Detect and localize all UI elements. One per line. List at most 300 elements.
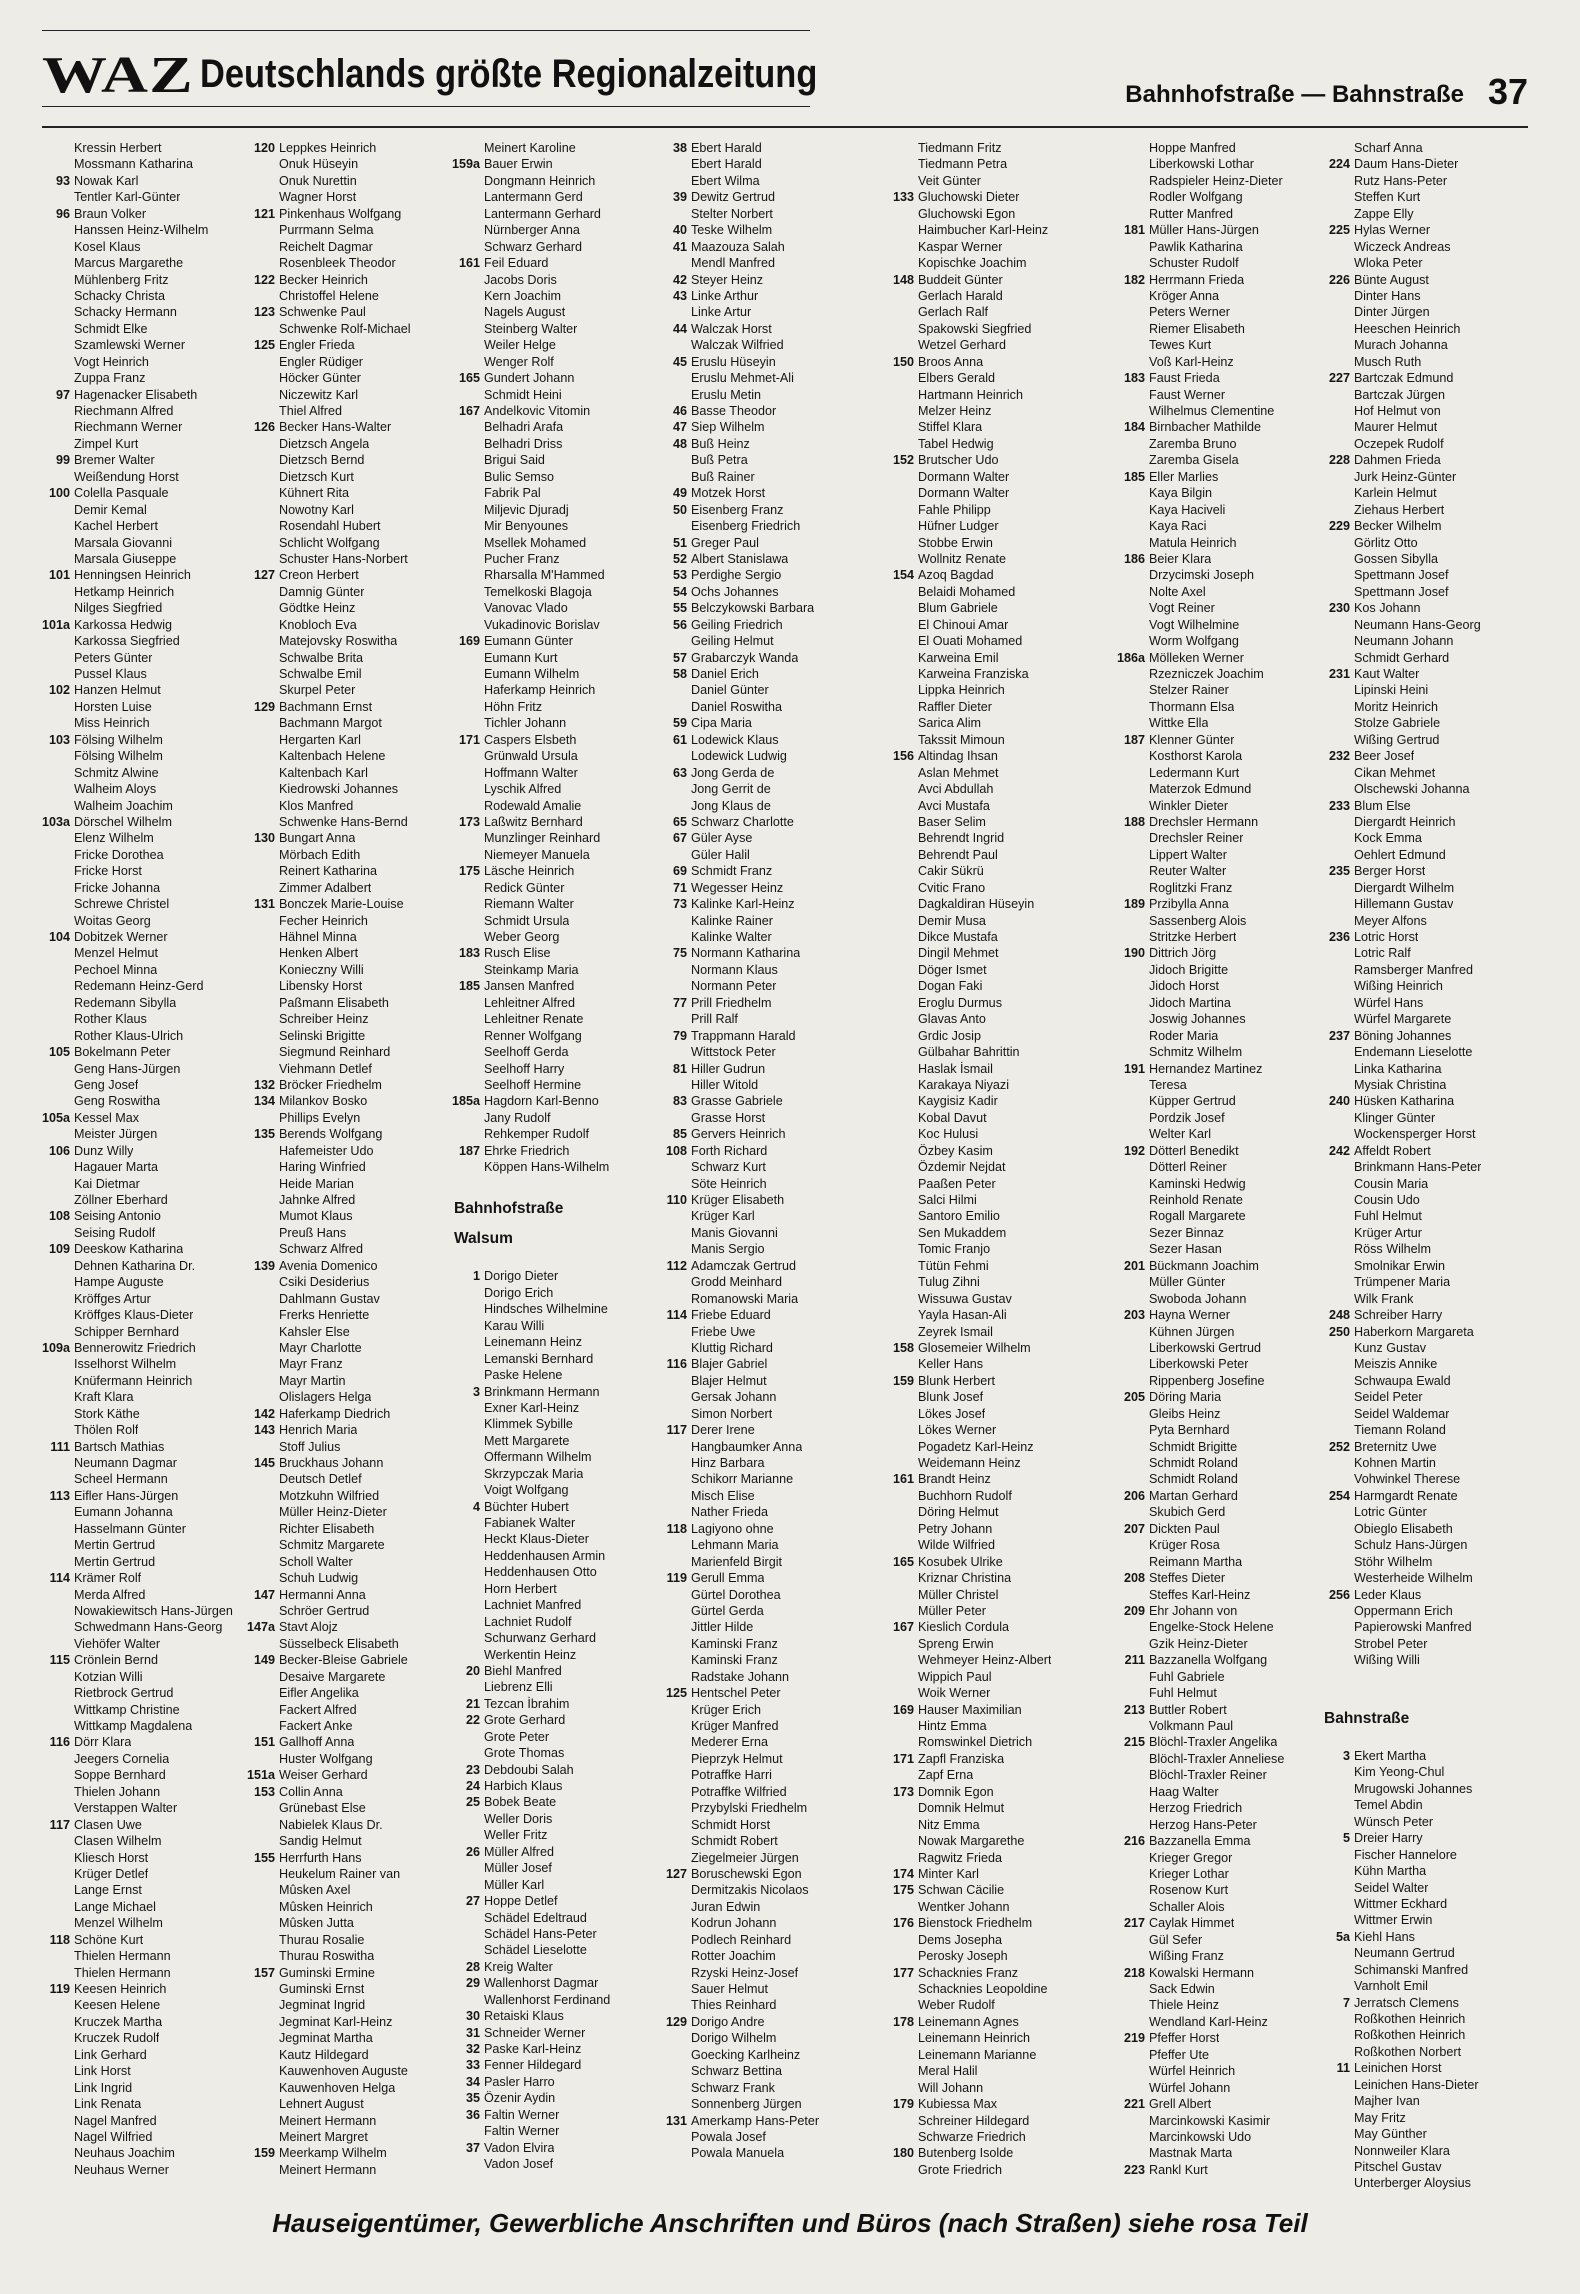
listing-entry [42,1011,252,1027]
house-number [247,1471,279,1487]
house-number: 181 [1123,223,1145,238]
house-number [1322,1978,1354,1994]
listing-entry [247,304,457,320]
listing-entry [247,518,457,534]
listing-entry [42,469,252,485]
resident-name: Cvitic Frano [918,880,986,895]
listing-entry [42,1718,252,1734]
resident-name: Hylas Werner [1354,223,1431,238]
house-number [452,1581,484,1597]
resident-name: Oczepek Rudolf [1354,436,1444,451]
house-number [247,173,279,189]
listing-entry [1322,2175,1522,2191]
resident-name: Wippich Paul [918,1669,992,1684]
resident-name: Marsala Giovanni [74,535,172,550]
resident-name: Eroglu Durmus [918,995,1002,1010]
listing-entry [452,1093,662,1109]
listing-entry [886,650,1096,666]
house-number: 51 [672,535,687,550]
resident-name: Müller Hans-Jürgen [1149,223,1259,238]
house-number: 127 [253,568,275,583]
resident-name: Drzycimski Joseph [1149,568,1254,583]
house-number [1117,1241,1149,1257]
house-number [886,1061,918,1077]
house-number [247,1110,279,1126]
house-number [247,732,279,748]
resident-name: Ledermann Kurt [1149,765,1240,780]
house-number [1117,1455,1149,1471]
resident-name: Paßmann Elisabeth [279,995,389,1010]
resident-name: Liberkowski Gertrud [1149,1340,1261,1355]
listing-entry [1117,650,1327,666]
resident-name: Leinemann Heinz [484,1335,583,1350]
resident-name: Altindag Ihsan [918,749,998,764]
listing-entry [452,2074,662,2090]
listing-entry [886,830,1096,846]
house-number: 188 [1123,814,1145,829]
resident-name: Walczak Horst [691,321,772,336]
resident-name: Rutter Manfred [1149,206,1233,221]
resident-name: Mayr Franz [279,1357,343,1372]
house-number [886,1324,918,1340]
house-number [1322,403,1354,419]
listing-column [42,140,252,2202]
listing-entry [1117,1915,1327,1931]
house-number [886,1504,918,1520]
listing-entry [1117,1866,1327,1882]
listing-entry [1322,1143,1522,1159]
resident-name: Thiel Alfred [279,404,342,418]
house-number [247,1915,279,1931]
resident-name: Heeschen Heinrich [1354,321,1461,336]
resident-name: Milankov Bosko [279,1094,368,1109]
listing-entry [452,913,662,929]
listing-entry [452,814,662,830]
resident-name: Jong Gerrit de [691,782,771,797]
house-number [247,1504,279,1520]
resident-name: Wittkamp Christine [74,1702,180,1717]
listing-entry [886,633,1096,649]
house-number [1117,1356,1149,1372]
listing-entry [659,929,869,945]
listing-entry [659,1652,869,1668]
house-number [1322,1896,1354,1912]
house-number [247,1159,279,1175]
listing-entry [659,2113,869,2129]
listing-entry [886,1225,1096,1241]
resident-name: Hagenacker Elisabeth [74,387,198,402]
house-number: 216 [1123,1834,1145,1849]
listing-entry [886,2030,1096,2046]
listing-entry [1117,1307,1327,1323]
house-number [886,502,918,518]
resident-name: Murach Johanna [1354,338,1448,353]
house-number [886,1948,918,1964]
resident-name: Dahlmann Gustav [279,1291,380,1306]
resident-name: Csiki Desiderius [279,1275,370,1290]
listing-entry [659,1784,869,1800]
resident-name: Hampe Auguste [74,1275,164,1290]
listing-entry [247,1028,457,1044]
listing-entry [42,1406,252,1422]
house-number: 119 [666,1571,687,1586]
house-number [452,1176,484,1192]
listing-entry [659,863,869,879]
listing-entry [247,321,457,337]
resident-name: Voigt Wolfgang [484,1483,569,1498]
listing-entry [247,1324,457,1340]
listing-entry [452,1548,662,1564]
resident-name: Dreier Harry [1354,1831,1423,1846]
house-number [247,2047,279,2063]
house-number [1322,1455,1354,1471]
resident-name: Kruczek Martha [74,2014,163,2029]
listing-entry [452,469,662,485]
resident-name: Kubiessa Max [918,2097,998,2112]
resident-name: Mendl Manfred [691,256,775,271]
house-number [247,1537,279,1553]
resident-name: Nürnberger Anna [484,223,580,238]
resident-name: Jidoch Horst [1149,979,1219,994]
house-number [886,2063,918,2079]
house-number [452,173,484,189]
resident-name: Kos Johann [1354,601,1421,616]
resident-name: Blajer Gabriel [691,1357,768,1372]
house-number: 219 [1123,2031,1145,2046]
resident-name: Nolte Axel [1149,584,1206,599]
house-number [42,1718,74,1734]
listing-entry [1322,1504,1522,1520]
listing-entry [886,765,1096,781]
listing-entry [886,1734,1096,1750]
listing-entry [659,551,869,567]
house-number [452,682,484,698]
house-number: 207 [1123,1521,1145,1536]
house-number: 20 [465,1663,480,1678]
resident-name: Wittstock Peter [691,1045,776,1060]
house-number [886,255,918,271]
listing-entry [659,1126,869,1142]
house-number [659,1241,691,1257]
house-number [1322,1764,1354,1780]
house-number [886,2047,918,2063]
house-number [452,1992,484,2008]
resident-name: Schwarz Charlotte [691,814,794,829]
resident-name: Minter Karl [918,1866,979,1881]
listing-entry [247,1061,457,1077]
listing-entry [42,863,252,879]
listing-entry [886,403,1096,419]
listing-entry [1322,1521,1522,1537]
house-number [1117,2129,1149,2145]
resident-name: Demir Musa [918,913,986,928]
listing-entry [886,567,1096,583]
resident-name: Schöne Kurt [74,1932,144,1947]
resident-name: Szamlewski Werner [74,338,186,353]
listing-entry [659,485,869,501]
resident-name: Mysiak Christina [1354,1077,1447,1092]
resident-name: Mertin Gertrud [74,1554,156,1569]
listing-entry [886,666,1096,682]
house-number [247,535,279,551]
listing-entry [42,682,252,698]
listing-entry [42,2113,252,2129]
listing-entry [452,1696,662,1712]
listing-entry [452,1729,662,1745]
listing-entry [452,1877,662,1893]
resident-name: Neumann Hans-Georg [1354,617,1481,632]
house-number [452,1515,484,1531]
listing-entry [1322,1274,1522,1290]
listing-entry [886,1143,1096,1159]
resident-name: Dorigo Wilhelm [691,2031,777,2046]
house-number [42,1324,74,1340]
house-number [42,1274,74,1290]
resident-name: Mûsken Heinrich [279,1899,373,1914]
listing-entry [247,370,457,386]
resident-name: Rharsalla M'Hammed [484,568,605,583]
house-number: 158 [892,1340,914,1355]
resident-name: Roder Maria [1149,1028,1219,1043]
resident-name: Deeskow Katharina [74,1242,184,1257]
house-number [659,1176,691,1192]
resident-name: Kosubek Ulrike [918,1554,1003,1569]
listing-entry [42,1554,252,1570]
listing-entry [452,1433,662,1449]
house-number: 223 [1123,2162,1145,2177]
listing-entry [659,2129,869,2145]
house-number [1322,781,1354,797]
listing-entry [1117,1324,1327,1340]
listing-entry [1322,584,1522,600]
listing-entry [886,419,1096,435]
resident-name: Renner Wolfgang [484,1028,582,1043]
house-number [42,995,74,1011]
listing-entry [1322,255,1522,271]
house-number: 114 [666,1308,687,1323]
street-range: Bahnhofstraße — Bahnstraße [1125,81,1464,108]
resident-name: Gossen Sibylla [1354,551,1438,566]
resident-name: Thielen Johann [74,1784,161,1799]
listing-entry [659,781,869,797]
listing-entry [886,2129,1096,2145]
resident-name: Müller Alfred [484,1844,554,1859]
listing-entry [42,1817,252,1833]
listing-entry [886,1340,1096,1356]
page-header [42,0,1528,118]
resident-name: Pawlik Katharina [1149,239,1243,254]
house-number [42,140,74,156]
listing-entry [452,288,662,304]
listing-entry [1117,206,1327,222]
house-number: 211 [1124,1653,1145,1668]
listing-entry [452,1827,662,1843]
listing-entry [1117,1093,1327,1109]
house-number: 248 [1328,1308,1350,1323]
listing-entry [886,2162,1096,2178]
resident-name: Kühn Martha [1354,1864,1427,1879]
house-number [659,255,691,271]
house-number [247,633,279,649]
listing-entry [886,1619,1096,1635]
house-number: 112 [666,1258,687,1273]
listing-entry [42,847,252,863]
listing-entry [1322,173,1522,189]
listing-entry [247,2096,457,2112]
resident-name: Swoboda Johann [1149,1291,1247,1306]
resident-name: Schmitz Margarete [279,1538,385,1553]
listing-entry [42,173,252,189]
house-number [42,1176,74,1192]
house-number [1117,1274,1149,1290]
house-number: 83 [672,1094,687,1109]
listing-entry [886,1504,1096,1520]
listing-entry [452,1077,662,1093]
house-number [42,699,74,715]
listing-entry [452,436,662,452]
resident-name: Libensky Horst [279,979,363,994]
resident-name: Heddenhausen Armin [484,1548,606,1563]
resident-name: Faltin Werner [484,2107,560,2122]
listing-entry [1117,1159,1327,1175]
listing-entry [42,272,252,288]
resident-name: Kaya Bilgin [1149,486,1213,501]
listing-entry [1322,2044,1522,2060]
house-number [1322,1732,1354,1748]
listing-entry [247,2030,457,2046]
house-number [886,1159,918,1175]
listing-entry [452,206,662,222]
house-number [1117,1471,1149,1487]
resident-name: Trümpener Maria [1354,1275,1451,1290]
house-number [247,518,279,534]
listing-entry [886,2096,1096,2112]
listing-entry [886,978,1096,994]
resident-name: Rzezniczek Joachim [1149,667,1264,681]
listing-entry [452,1400,662,1416]
resident-name: Heukelum Rainer van [279,1866,401,1881]
house-number [1322,2175,1354,2191]
resident-name: Gallhoff Anna [279,1735,355,1750]
listing-entry [247,502,457,518]
resident-name: Hetkamp Heinrich [74,584,175,599]
resident-name: Weidemann Heinz [918,1456,1021,1470]
resident-name: Kaya Haciveli [1149,502,1226,517]
house-number: 231 [1328,667,1350,681]
house-number: 1 [472,1269,480,1284]
house-number: 113 [49,1488,70,1503]
listing-entry [1117,1011,1327,1027]
house-number: 161 [458,256,480,271]
house-number [1322,469,1354,485]
listing-entry [247,419,457,435]
listing-entry [247,2162,457,2178]
house-number [886,798,918,814]
listing-entry [247,206,457,222]
house-number [247,617,279,633]
resident-name: Schacky Hermann [74,305,177,320]
listing-entry [886,962,1096,978]
resident-name: Rodler Wolfgang [1149,190,1243,205]
house-number [886,1521,918,1537]
listing-entry [1322,206,1522,222]
resident-name: Keesen Helene [74,1998,161,2013]
listing-entry [452,1515,662,1531]
house-number [1117,2014,1149,2030]
house-number [886,1422,918,1438]
resident-name: Zeyrek Ismail [918,1324,993,1339]
resident-name: Knobloch Eva [279,617,357,632]
resident-name: Lachniet Rudolf [484,1614,572,1629]
listing-entry [247,748,457,764]
resident-name: Scholl Walter [279,1554,353,1569]
house-number [1117,321,1149,337]
house-number [452,1877,484,1893]
listing-entry [452,1143,662,1159]
house-number [42,1784,74,1800]
listing-entry [659,1751,869,1767]
listing-entry [247,1389,457,1405]
resident-name: Niemeyer Manuela [484,847,590,862]
house-number: 109a [42,1340,71,1355]
listing-entry [452,1367,662,1383]
resident-name: Olislagers Helga [279,1390,372,1405]
listing-entry [247,2063,457,2079]
listing-entry [1117,699,1327,715]
house-number [1322,1962,1354,1978]
resident-name: Pfeffer Horst [1149,2031,1220,2046]
resident-name: Henken Albert [279,946,359,961]
listing-entry [1117,222,1327,238]
house-number [247,1981,279,1997]
house-number: 39 [672,190,687,205]
listing-entry [42,452,252,468]
listing-entry [886,321,1096,337]
house-number [1322,1258,1354,1274]
house-number [1322,814,1354,830]
listing-entry [247,814,457,830]
resident-name: Azoq Bagdad [918,568,994,583]
house-number [42,535,74,551]
resident-name: Dagkaldiran Hüseyin [918,897,1035,912]
resident-name: Hoppe Manfred [1149,141,1236,155]
resident-name: Stelter Norbert [691,206,773,221]
listing-entry [452,584,662,600]
resident-name: Smolnikar Erwin [1354,1258,1445,1273]
listing-entry [42,1176,252,1192]
resident-name: Karau Willi [484,1318,545,1333]
listing-entry [452,1597,662,1613]
listing-entry [452,1466,662,1482]
listing-entry [1322,2027,1522,2043]
listing-entry [42,370,252,386]
resident-name: Wiczeck Andreas [1354,239,1451,254]
house-number [1322,1208,1354,1224]
listing-entry [659,1471,869,1487]
resident-name: Sen Mukaddem [918,1225,1007,1240]
listing-entry [1117,1028,1327,1044]
resident-name: Hentschel Peter [691,1686,781,1701]
listing-entry [247,1882,457,1898]
resident-name: Rutz Hans-Peter [1354,173,1448,188]
resident-name: Leinichen Horst [1354,2061,1442,2076]
resident-name: Pechoel Minna [74,962,158,977]
listing-entry [247,830,457,846]
listing-entry [886,1373,1096,1389]
house-number: 33 [465,2058,480,2073]
listing-entry [1117,962,1327,978]
listing-entry [247,1176,457,1192]
